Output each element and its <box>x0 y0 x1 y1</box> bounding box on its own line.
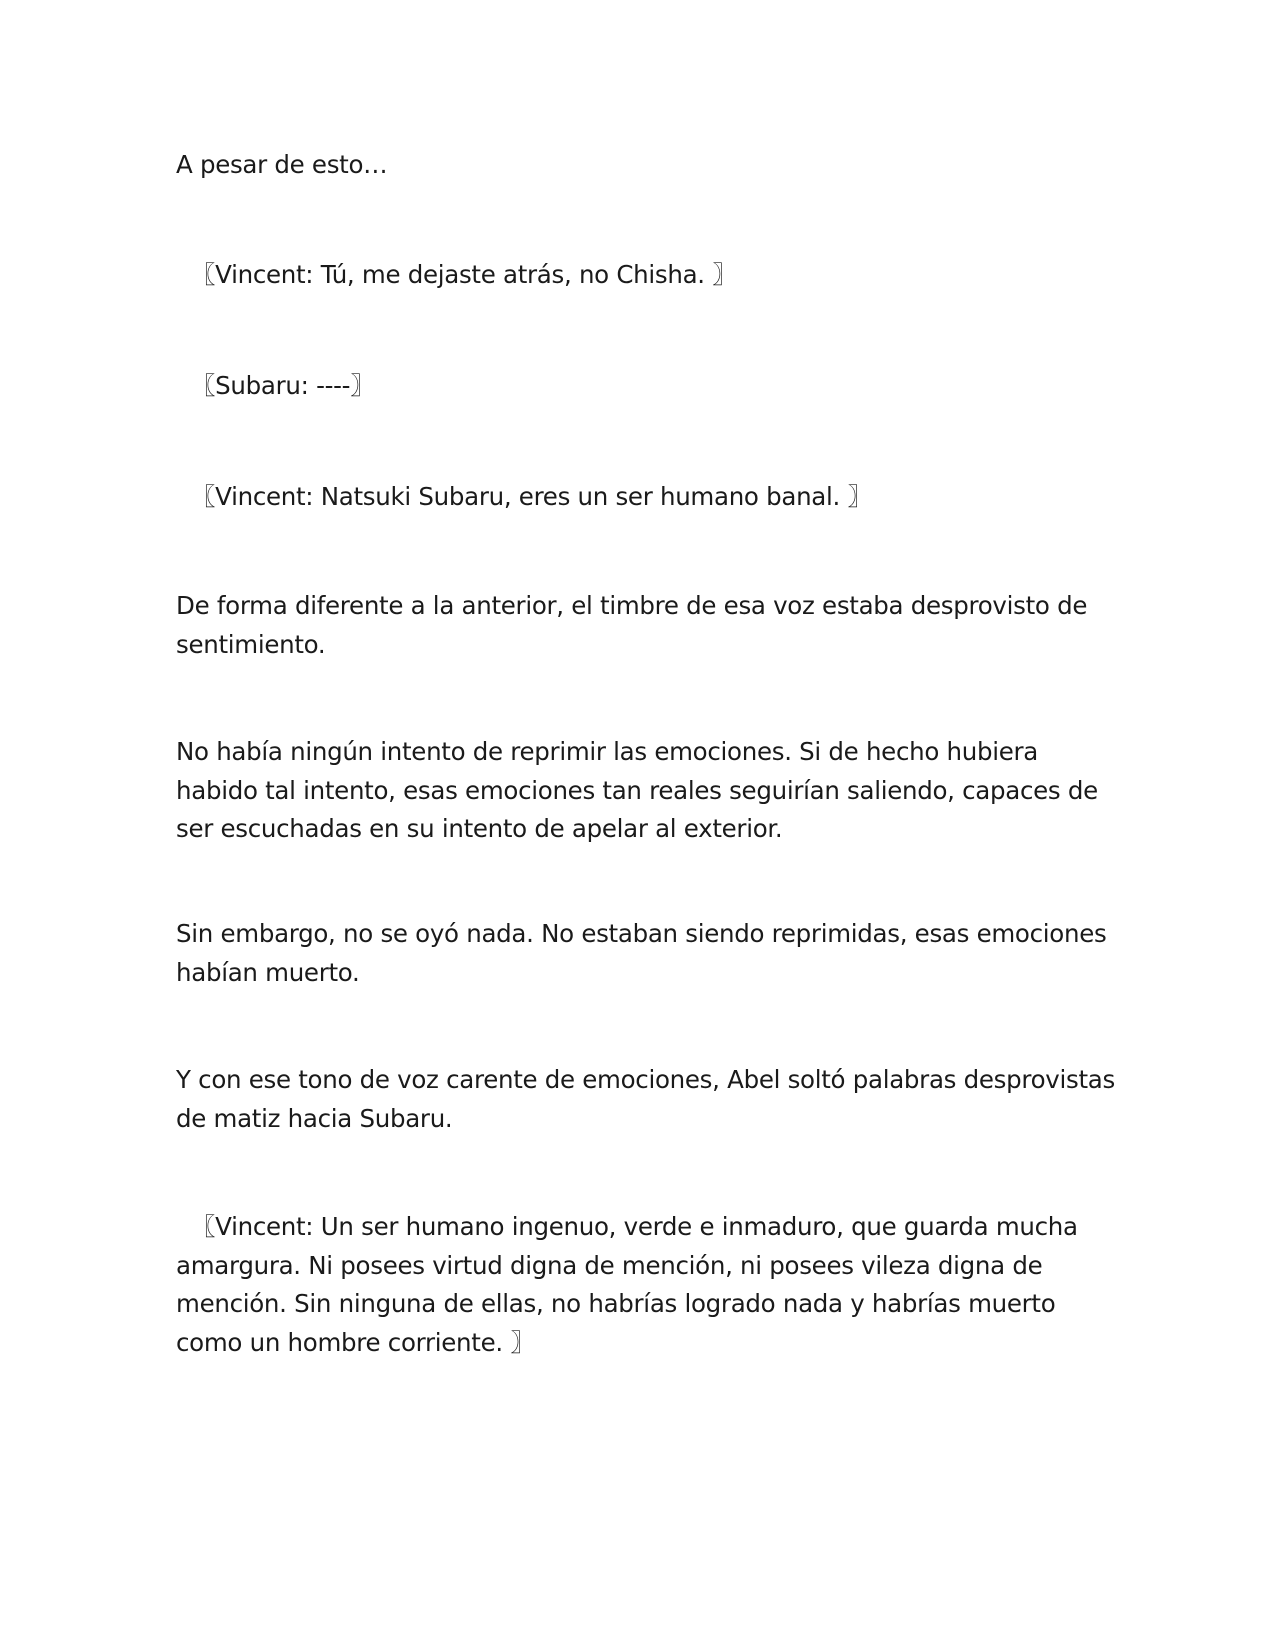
dialogue-vincent-3: 〖Vincent: Un ser humano ingenuo, verde e inmaduro, que guarda mucha amargura. Ni posees virtud digna de mención, ni posees vileza digna de mención. Sin ninguna de ellas, no habrías logrado nada y habrías muerto como un hombre corriente. 〗 <box>176 1212 1078 1357</box>
dialogue-vincent-2: 〖Vincent: Natsuki Subaru, eres un ser humano banal. 〗 <box>176 482 872 511</box>
paragraph-4: Sin embargo, no se oyó nada. No estaban siendo reprimidas, esas emociones habían muerto. <box>176 919 1107 987</box>
paragraph-2: De forma diferente a la anterior, el timbre de esa voz estaba desprovisto de sentimiento. <box>176 591 1088 659</box>
paragraph-3: No había ningún intento de reprimir las emociones. Si de hecho hubiera habido tal intento, esas emociones tan reales seguirían saliendo, capaces de ser escuchadas en su intento de apelar al exterior. <box>176 737 1098 843</box>
paragraph-5: Y con ese tono de voz carente de emociones, Abel soltó palabras desprovistas de matiz hacia Subaru. <box>176 1065 1115 1133</box>
paragraph-1: A pesar de esto… <box>176 150 388 179</box>
dialogue-vincent-1: 〖Vincent: Tú, me dejaste atrás, no Chisha. 〗 <box>176 260 737 289</box>
dialogue-subaru: 〖Subaru: ----〗 <box>176 371 375 400</box>
